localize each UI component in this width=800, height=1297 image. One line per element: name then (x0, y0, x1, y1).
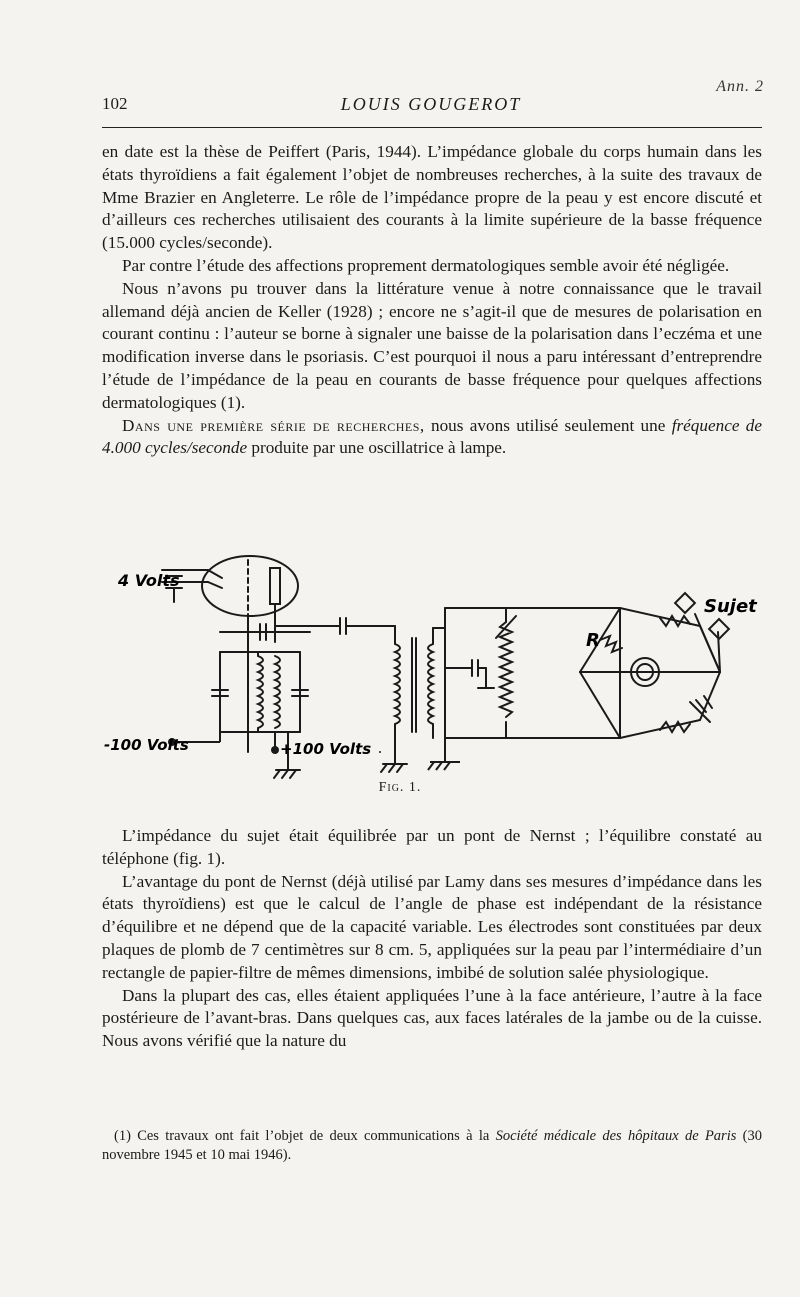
body-text-lower (102, 825, 762, 1053)
footnote-text-a: Ces travaux ont fait l’objet de deux communications à la (130, 1128, 496, 1144)
circuit-diagram (100, 552, 800, 780)
paragraph-4-text-a: nous avons utilisé seulement une (424, 415, 672, 435)
paragraph-4 (102, 415, 762, 461)
small-caps-lead: Dans une première série de recherches, (122, 415, 425, 435)
paragraph-2: Par contre l’étude des affections proprement dermatologiques semble avoir été négligée. (122, 255, 730, 275)
running-title: LOUIS GOUGEROT (340, 94, 522, 114)
running-head (102, 94, 760, 118)
page-number: 102 (102, 94, 128, 113)
header-rule (102, 127, 762, 128)
paragraph-5: L’impédance du sujet était équilibrée par un pont de Nernst ; l’équilibre constaté au téléphone (fig. 1). (102, 826, 762, 868)
body-text-upper (102, 141, 762, 460)
footnote-number: (1) (114, 1128, 131, 1144)
paragraph-4-text-b: produite par une oscillatrice à lampe. (247, 438, 507, 458)
footnote-society-italic: Société médicale des hôpitaux de Paris (495, 1128, 737, 1144)
footnote (102, 1127, 762, 1165)
paragraph-3: Nous n’avons pu trouver dans la littérature venue à notre connaissance que le travail allemand déjà ancien de Keller (1928) ; encore ne s’agit-il que de mesures de polarisation en courant continu : l’auteur se borne à signaler une baisse de la polarisation dans l’eczéma et une modification inverse dans le psoriasis. C’est pourquoi il nous a paru intéressant d’entreprendre l’étude de l’impédance de la peau en courants de basse fréquence pour quelques affections dermatologiques (1). (102, 278, 762, 412)
transformer-symbol (395, 628, 445, 752)
frequency-italic: fréquence de 4.000 cycles/seconde (102, 415, 762, 458)
label-resistance-R: R (586, 630, 600, 651)
paragraph-7: Dans la plupart des cas, elles étaient appliquées l’une à la face antérieure, l’autre à la face postérieure de l’avant-bras. Dans quelques cas, aux faces latérales de la jambe ou de la cuisse. Nous avons vérifié que la nature du (102, 985, 762, 1051)
label-plus-100-volts: +100 Volts (280, 740, 372, 758)
label-minus-100-volts: -100 Volts (104, 736, 189, 754)
potentiometer (500, 622, 512, 717)
figure-caption: Fig. 1. (378, 780, 422, 795)
tank-circuit-right (275, 652, 308, 750)
label-4-volts: 4 Volts (118, 571, 180, 590)
corner-annotation: Ann. 2 (716, 78, 764, 95)
label-sujet: Sujet (704, 596, 757, 617)
footnote-text-b: (30 novembre 1945 et 10 mai 1946). (102, 1128, 762, 1163)
paragraph-6: L’avantage du pont de Nernst (déjà utilisé par Lamy dans ses mesures d’impédance dans les états thyroïdiens) est que le calcul de l’angle de phase est indépendant de la résistance d’équilibre et ne dépend que de la capacité variable. Les électrodes sont constituées par deux plaques de plomb de 7 centimètres sur 8 cm. 5, appliquées sur la peau par l’intermédiaire d’un rectangle de papier-filtre de mêmes dimensions, imbibé de solution salée physiologique. (102, 871, 762, 982)
vacuum-tube-symbol (202, 556, 298, 642)
terminal-plus (271, 746, 279, 754)
paragraph-1: en date est la thèse de Peiffert (Paris, 1944). L’impédance globale du corps humain dans les états thyroïdiens a fait également l’objet de nombreuses recherches, à la suite des travaux de Mme Brazier en Angleterre. Le rôle de l’impédance propre de la peau y est encore discuté et d’ailleurs ces recherches utilisaient des courants à la limite supérieure de la basse fréquence (15.000 cycles/seconde). (102, 142, 762, 253)
